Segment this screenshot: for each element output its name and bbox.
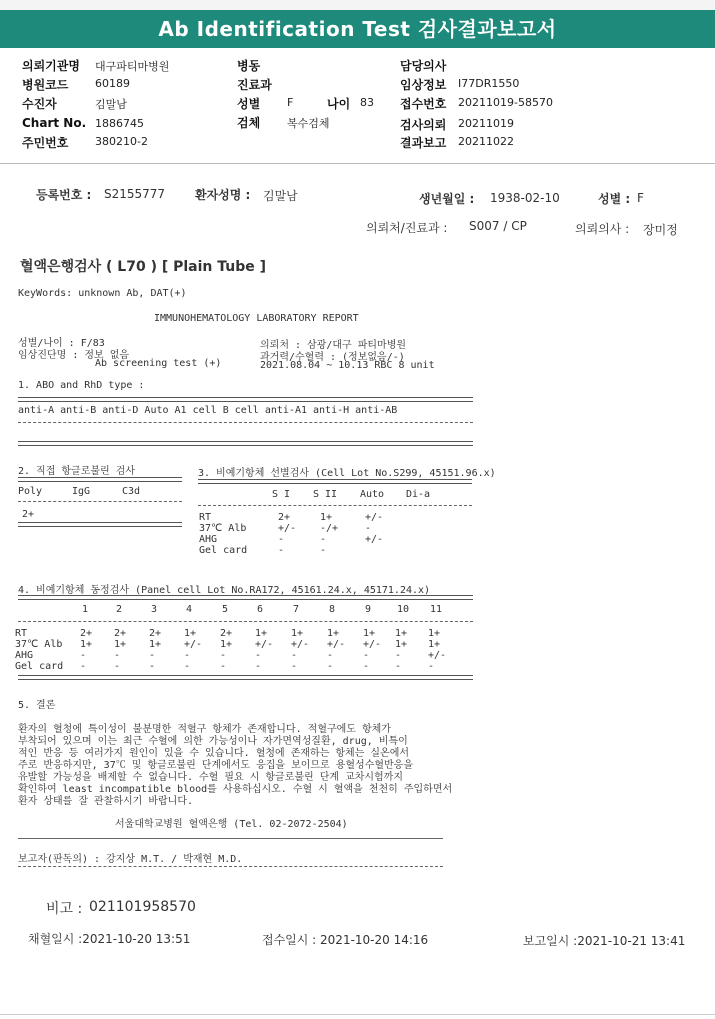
info-label: 성별 <box>237 97 261 111</box>
bottom-edge <box>0 1014 715 1015</box>
info-label: Chart No. <box>22 116 87 130</box>
panel-cell: - <box>220 650 227 661</box>
history: 과거력/수혈력 : (정보없음/-) <box>260 352 405 363</box>
panel-cell: - <box>114 650 121 661</box>
panel-cell: 2+ <box>114 628 127 639</box>
panel-cell: - <box>363 661 370 672</box>
info-label: 담당의사 <box>400 59 447 73</box>
panel-cell: - <box>80 661 87 672</box>
screen-cell: - <box>365 523 372 534</box>
screen-row-label: AHG <box>199 534 218 545</box>
info-value: 김말남 <box>95 98 127 111</box>
conclusion-line: 유발할 가능성을 배제할 수 없습니다. 수혈 필요 시 항글로불린 단계 교차시험까지 <box>18 772 404 783</box>
sex-value: F <box>637 191 644 205</box>
name-value: 김말남 <box>263 189 298 203</box>
conclusion-line: 주로 반응하지만, 37℃ 및 항글로불린 단계에서도 응집을 보이므로 용혈성수혈반응을 <box>18 760 414 771</box>
rule <box>18 501 182 502</box>
panel-cell: 1+ <box>363 628 376 639</box>
rule <box>18 595 473 600</box>
report-time: 보고일시 :2021-10-21 13:41 <box>523 934 686 948</box>
panel-cell: - <box>220 661 227 672</box>
panel-cell: - <box>80 650 87 661</box>
info-label: 결과보고 <box>400 136 447 150</box>
screen-cell: +/- <box>365 534 384 545</box>
transfusion: 2021.08.04 ~ 10.13 RBC 8 unit <box>260 360 435 371</box>
report-title: Ab Identification Test 검사결과보고서 <box>158 17 557 41</box>
info-label: 나이 <box>327 97 351 111</box>
info-label: 검사의뢰 <box>400 118 447 132</box>
conclusion-line: 확인하여 least incompatible blood를 사용하십시오. 수혈 시 혈액을 천천히 주입하면서 <box>18 784 453 795</box>
sex-label: 성별 : <box>598 192 631 206</box>
conclusion-line: 환자의 혈청에 특이성이 불분명한 적혈구 항체가 존재합니다. 적혈구에도 항체가 <box>18 724 391 735</box>
info-value: 83 <box>360 96 374 109</box>
panel-cell: - <box>149 650 156 661</box>
info-value: 대구파티마병원 <box>95 60 170 73</box>
rule <box>18 422 473 423</box>
info-label: 의뢰기관명 <box>22 59 80 73</box>
rule <box>18 441 473 446</box>
info-value: 60189 <box>95 77 130 90</box>
panel-header: 4 <box>186 604 193 615</box>
panel-cell: 1+ <box>395 639 408 650</box>
panel-cell: 1+ <box>184 628 197 639</box>
referrer: 의뢰처 : 삼광/대구 파티마병원 <box>260 340 407 351</box>
panel-cell: - <box>149 661 156 672</box>
dept-value: S007 / CP <box>469 219 527 233</box>
panel-cell: 1+ <box>80 639 93 650</box>
info-label: 병동 <box>237 59 261 73</box>
panel-cell: - <box>114 661 121 672</box>
exam-title: 혈액은행검사 ( L70 ) [ Plain Tube ] <box>20 259 267 275</box>
panel-cell: - <box>184 661 191 672</box>
info-label: 수진자 <box>22 97 57 111</box>
section-3-title: 3. 비예기항체 선별검사 (Cell Lot No.S299, 45151.96.x) <box>198 468 496 479</box>
reg-label: 등록번호 : <box>36 188 92 202</box>
reg-value: S2155777 <box>104 187 166 201</box>
panel-header: 5 <box>222 604 229 615</box>
rule <box>18 621 473 622</box>
panel-header: 11 <box>430 604 443 615</box>
panel-cell: - <box>327 650 334 661</box>
info-value: 1886745 <box>95 117 144 130</box>
screen-header: Di-a <box>406 489 431 500</box>
panel-cell: - <box>363 650 370 661</box>
panel-cell: - <box>395 661 402 672</box>
panel-header: 9 <box>365 604 372 615</box>
panel-header: 6 <box>257 604 264 615</box>
panel-row-label: Gel card <box>15 661 64 672</box>
info-label: 주민번호 <box>22 136 69 150</box>
info-label: 임상정보 <box>400 78 447 92</box>
section-4-title: 4. 비예기항체 동정검사 (Panel cell Lot No.RA172, 45161.24.x, 45171.24.x) <box>18 585 431 596</box>
screen-cell: -/+ <box>320 523 339 534</box>
panel-row-label: AHG <box>15 650 34 661</box>
dat-value: 2+ <box>22 509 35 520</box>
panel-cell: - <box>291 661 298 672</box>
dob-value: 1938-02-10 <box>490 191 560 205</box>
panel-cell: 1+ <box>428 639 441 650</box>
screen-row-label: 37℃ Alb <box>199 523 247 534</box>
panel-cell: - <box>327 661 334 672</box>
panel-row-label: 37℃ Alb <box>15 639 63 650</box>
panel-cell: +/- <box>327 639 346 650</box>
rule <box>18 675 473 680</box>
screening: Ab screening test (+) <box>95 358 222 369</box>
conclusion-line: 부착되어 있으며 이는 최근 수혈에 의한 가능성이나 자가면역성질환, drug, 비특이 <box>18 736 408 747</box>
info-value: 380210-2 <box>95 135 148 148</box>
doctor-label: 의뢰의사 : <box>575 222 630 236</box>
rule <box>18 397 473 402</box>
screen-cell: +/- <box>365 512 384 523</box>
conclusion-line: 환자 상태를 잘 관찰하시기 바랍니다. <box>18 796 194 807</box>
screen-cell: - <box>320 545 327 556</box>
keywords: KeyWords: unknown Ab, DAT(+) <box>18 288 187 299</box>
panel-cell: - <box>291 650 298 661</box>
dat-header-poly: Poly <box>18 486 43 497</box>
panel-cell: 1+ <box>428 628 441 639</box>
panel-header: 8 <box>329 604 336 615</box>
doctor-value: 장미정 <box>643 223 678 237</box>
panel-header: 1 <box>82 604 89 615</box>
panel-cell: 1+ <box>149 639 162 650</box>
dat-header-c3d: C3d <box>122 486 141 497</box>
screen-cell: - <box>278 534 285 545</box>
receive-time: 접수일시 : 2021-10-20 14:16 <box>262 933 429 947</box>
panel-header: 3 <box>151 604 158 615</box>
reporter: 보고자(판독의) : 강지상 M.T. / 박재현 M.D. <box>18 854 243 865</box>
diagnosis: 임상진단명 : 정보 없음 <box>18 350 130 361</box>
conclusion-line: 적인 반응 등 여러가지 원인이 있을 수 있습니다. 혈청에 존재하는 항체는 실온에서 <box>18 748 410 759</box>
panel-row-label: RT <box>15 628 28 639</box>
section-5-title: 5. 결론 <box>18 700 56 711</box>
collect-time: 채혈일시 :2021-10-20 13:51 <box>28 932 191 946</box>
rule <box>18 522 182 527</box>
sex-age: 성별/나이 : F/83 <box>18 338 105 349</box>
panel-cell: 1+ <box>220 639 233 650</box>
info-value: 20211022 <box>458 135 514 148</box>
screen-header: S II <box>313 489 338 500</box>
panel-cell: - <box>184 650 191 661</box>
panel-cell: 1+ <box>327 628 340 639</box>
info-label: 병원코드 <box>22 78 69 92</box>
info-label: 접수번호 <box>400 97 447 111</box>
rule <box>18 477 182 482</box>
name-label: 환자성명 : <box>195 188 251 202</box>
panel-cell: - <box>428 661 435 672</box>
info-label: 검체 <box>237 116 261 130</box>
panel-cell: 1+ <box>114 639 127 650</box>
panel-cell: 2+ <box>149 628 162 639</box>
panel-cell: 1+ <box>291 628 304 639</box>
panel-cell: - <box>255 661 262 672</box>
dept-label: 의뢰처/진료과 : <box>366 221 448 235</box>
panel-cell: 2+ <box>80 628 93 639</box>
panel-cell: +/- <box>184 639 203 650</box>
info-value: I77DR1550 <box>458 77 520 90</box>
remark-label: 비고 : <box>46 901 83 917</box>
abo-headers: anti-A anti-B anti-D Auto A1 cell B cell anti-A1 anti-H anti-AB <box>18 405 398 416</box>
rule <box>198 479 472 484</box>
section-1-title: 1. ABO and RhD type : <box>18 380 145 391</box>
info-value: F <box>287 96 294 109</box>
screen-row-label: Gel card <box>199 545 248 556</box>
rule <box>18 838 443 839</box>
panel-cell: 1+ <box>395 628 408 639</box>
divider <box>0 163 715 164</box>
panel-cell: 2+ <box>220 628 233 639</box>
remark-value: 021101958570 <box>89 899 196 915</box>
panel-header: 7 <box>293 604 300 615</box>
rule <box>198 505 472 506</box>
panel-cell: +/- <box>255 639 274 650</box>
lab-title: IMMUNOHEMATOLOGY LABORATORY REPORT <box>154 313 359 324</box>
screen-row-label: RT <box>199 512 212 523</box>
panel-cell: +/- <box>428 650 447 661</box>
screen-cell: - <box>320 534 327 545</box>
panel-cell: +/- <box>363 639 382 650</box>
dat-header-igg: IgG <box>72 486 91 497</box>
info-value: 20211019 <box>458 117 514 130</box>
hospital: 서울대학교병원 혈액은행 (Tel. 02-2072-2504) <box>115 819 348 830</box>
panel-header: 2 <box>116 604 123 615</box>
panel-cell: +/- <box>291 639 310 650</box>
screen-header: S I <box>272 489 291 500</box>
info-value: 복수검체 <box>287 117 330 130</box>
section-2-title: 2. 직접 항글로불린 검사 <box>18 466 136 477</box>
panel-cell: 1+ <box>255 628 268 639</box>
screen-header: Auto <box>360 489 385 500</box>
panel-cell: - <box>395 650 402 661</box>
top-strip <box>0 0 715 10</box>
screen-cell: 2+ <box>278 512 291 523</box>
panel-cell: - <box>255 650 262 661</box>
info-value: 20211019-58570 <box>458 96 553 109</box>
info-label: 진료과 <box>237 78 272 92</box>
panel-header: 10 <box>397 604 410 615</box>
screen-cell: - <box>278 545 285 556</box>
screen-cell: 1+ <box>320 512 333 523</box>
dob-label: 생년월일 : <box>419 192 475 206</box>
rule <box>18 866 443 867</box>
screen-cell: +/- <box>278 523 297 534</box>
